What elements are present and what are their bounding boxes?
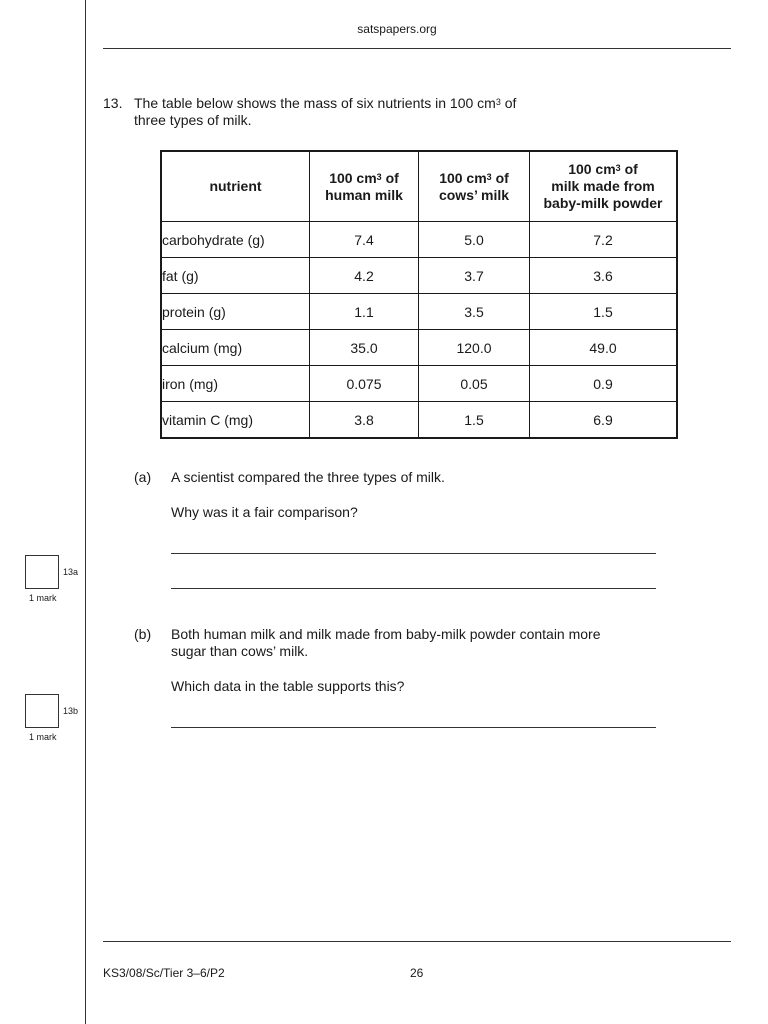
header-human-b: of	[381, 169, 399, 186]
header-human-milk	[310, 151, 419, 222]
mark-box-13b	[25, 694, 59, 728]
cell-baby: 0.9	[530, 366, 678, 402]
cell-cows: 1.5	[419, 402, 530, 439]
header-nutrient: nutrient	[161, 151, 310, 222]
cell-nutrient: vitamin C (mg)	[161, 402, 310, 439]
question-intro	[134, 95, 694, 129]
part-a-letter: (a)	[134, 469, 152, 485]
answer-line-a1[interactable]	[171, 553, 656, 554]
header-rule	[103, 48, 731, 49]
table-header-row	[161, 151, 677, 222]
cell-nutrient: calcium (mg)	[161, 330, 310, 366]
header-baby-a: 100 cm	[568, 161, 616, 177]
page-number: 26	[410, 966, 424, 980]
header-baby-milk	[530, 151, 678, 222]
answer-line-a2[interactable]	[171, 588, 656, 589]
header-human-a: 100 cm	[329, 169, 377, 186]
cell-nutrient: carbohydrate (g)	[161, 222, 310, 258]
cell-nutrient: iron (mg)	[161, 366, 310, 402]
intro-line2: three types of milk.	[134, 112, 252, 128]
intro-line1-pre: The table below shows the mass of six nutrients in 100 cm	[134, 95, 496, 111]
cell-baby: 3.6	[530, 258, 678, 294]
page-header	[0, 22, 768, 36]
answer-line-b1[interactable]	[171, 727, 656, 728]
table-row	[161, 330, 677, 366]
cell-baby: 7.2	[530, 222, 678, 258]
header-cows-b: of	[491, 169, 509, 186]
part-b-letter: (b)	[134, 626, 152, 642]
cell-cows: 5.0	[419, 222, 530, 258]
intro-line1-post: of	[500, 95, 517, 111]
part-a-line2: Why was it a fair comparison?	[171, 504, 358, 520]
table-row	[161, 366, 677, 402]
header-human-sup: 3	[376, 171, 382, 182]
mark-tag-13a: 13a	[63, 567, 79, 577]
cell-human: 7.4	[310, 222, 419, 258]
cell-baby: 1.5	[530, 294, 678, 330]
cell-human: 0.075	[310, 366, 419, 402]
part-a-line1: A scientist compared the three types of milk.	[171, 469, 445, 485]
nutrient-table	[160, 150, 678, 439]
header-site: satspapers.org	[357, 22, 437, 36]
mark-tag-13b: 13b	[63, 706, 79, 716]
header-baby-d: baby-milk powder	[543, 195, 663, 211]
cell-human: 35.0	[310, 330, 419, 366]
header-baby-b: of	[620, 161, 638, 177]
part-b-line1: Both human milk and milk made from baby-milk powder contain more	[171, 626, 601, 642]
mark-box-13a	[25, 555, 59, 589]
table-row	[161, 222, 677, 258]
cell-cows: 0.05	[419, 366, 530, 402]
cell-human: 1.1	[310, 294, 419, 330]
cell-baby: 49.0	[530, 330, 678, 366]
margin-line	[85, 0, 86, 1024]
table-row	[161, 258, 677, 294]
cell-human: 3.8	[310, 402, 419, 439]
cell-baby: 6.9	[530, 402, 678, 439]
header-baby-sup: 3	[615, 163, 621, 173]
footer-code: KS3/08/Sc/Tier 3–6/P2	[103, 966, 225, 980]
cell-nutrient: protein (g)	[161, 294, 310, 330]
question-number: 13.	[103, 95, 123, 111]
header-human-c: human milk	[325, 186, 403, 203]
cell-cows: 3.7	[419, 258, 530, 294]
header-cows-sup: 3	[486, 171, 492, 182]
table-row	[161, 294, 677, 330]
footer-rule	[103, 941, 731, 942]
mark-label-13b: 1 mark	[29, 732, 57, 742]
cell-cows: 120.0	[419, 330, 530, 366]
intro-sup: 3	[495, 97, 501, 107]
table-row	[161, 402, 677, 439]
cell-nutrient: fat (g)	[161, 258, 310, 294]
cell-cows: 3.5	[419, 294, 530, 330]
cell-human: 4.2	[310, 258, 419, 294]
part-b-line2: sugar than cows’ milk.	[171, 643, 309, 659]
header-baby-c: milk made from	[551, 178, 655, 194]
header-cows-milk	[419, 151, 530, 222]
part-b-text	[171, 626, 671, 660]
header-cows-c: cows’ milk	[438, 186, 510, 203]
header-cows-a: 100 cm	[439, 169, 487, 186]
part-b-line3: Which data in the table supports this?	[171, 678, 405, 694]
mark-label-13a: 1 mark	[29, 593, 57, 603]
